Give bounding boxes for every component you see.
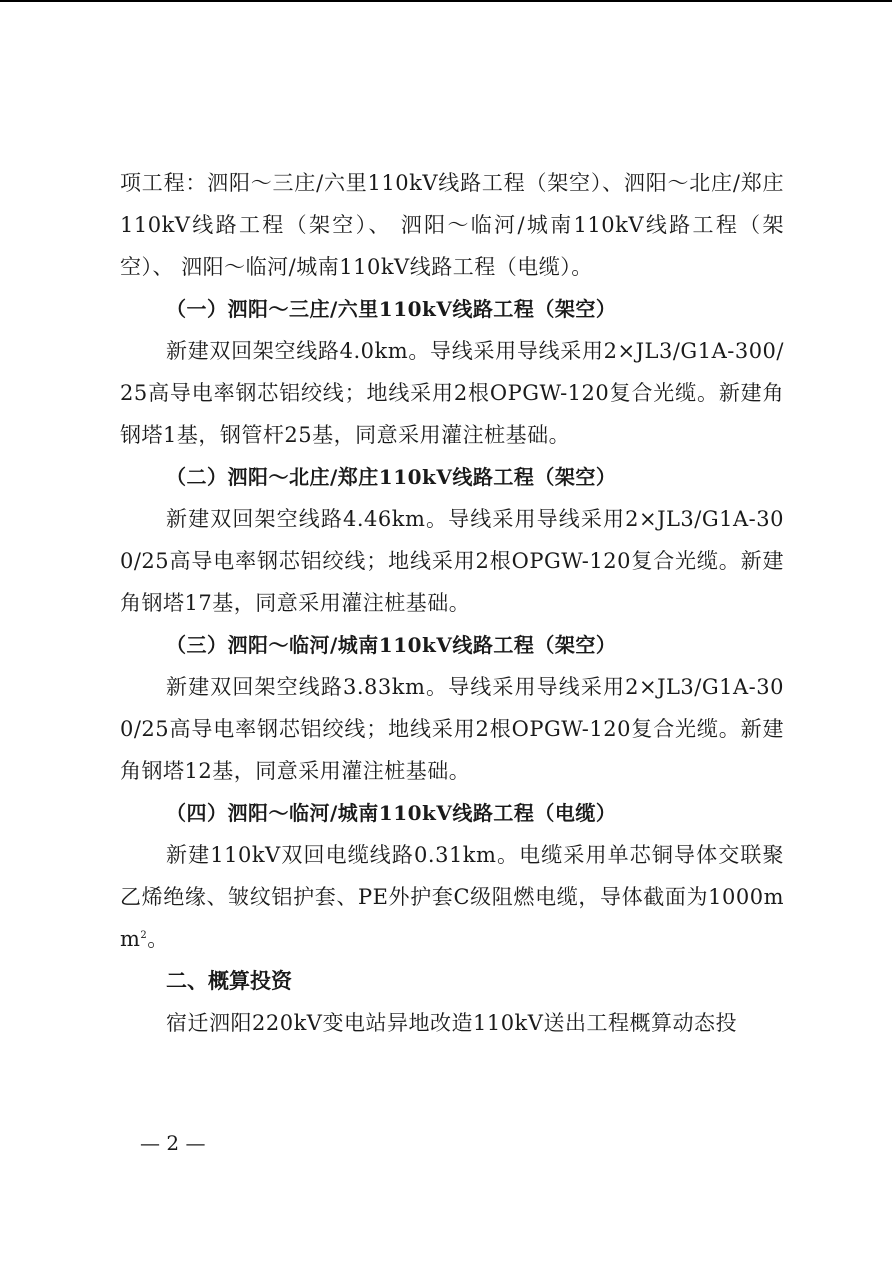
paragraph-project-list: 项工程：泗阳～三庄/六里110kV线路工程（架空）、泗阳～北庄/郑庄110kV线路工程（架空）、 泗阳～临河/城南110kV线路工程（架空）、 泗阳～临河/城南110kV线路工程（电缆）。 [120, 171, 784, 279]
paragraph-section-4 [120, 834, 784, 960]
paragraph-section-3: 新建双回架空线路3.83km。导线采用导线采用2×JL3/G1A-300/25高导电率钢芯铝绞线；地线采用2根OPGW-120复合光缆。新建角钢塔12基，同意采用灌注桩基础。 [120, 675, 784, 783]
paragraph-section-4-tail: 。 [147, 927, 169, 951]
document-body [120, 162, 784, 1044]
paragraph-section-2: 新建双回架空线路4.46km。导线采用导线采用2×JL3/G1A-300/25高导电率钢芯铝绞线；地线采用2根OPGW-120复合光缆。新建角钢塔17基，同意采用灌注桩基础。 [120, 507, 784, 615]
subheading-section-1: （一）泗阳～三庄/六里110kV线路工程（架空） [166, 297, 617, 321]
paragraph-budget: 宿迁泗阳220kV变电站异地改造110kV送出工程概算动态投 [166, 1011, 737, 1035]
superscript-squared: 2 [140, 930, 148, 941]
subheading-section-2: （二）泗阳～北庄/郑庄110kV线路工程（架空） [166, 465, 617, 489]
page-number: — 2 — [140, 1131, 206, 1155]
paragraph-section-1: 新建双回架空线路4.0km。导线采用导线采用2×JL3/G1A-300/25高导电率钢芯铝绞线；地线采用2根OPGW-120复合光缆。新建角钢塔1基，钢管杆25基，同意采用灌注桩基础。 [120, 339, 784, 447]
top-border-rule [0, 0, 892, 2]
heading-budget-investment: 二、概算投资 [166, 969, 292, 993]
subheading-section-4: （四）泗阳～临河/城南110kV线路工程（电缆） [166, 801, 617, 825]
subheading-section-3: （三）泗阳～临河/城南110kV线路工程（架空） [166, 633, 617, 657]
paragraph-section-4-text: 新建110kV双回电缆线路0.31km。电缆采用单芯铜导体交联聚乙烯绝缘、皱纹铝护套、PE外护套C级阻燃电缆，导体截面为1000mm [120, 843, 784, 951]
